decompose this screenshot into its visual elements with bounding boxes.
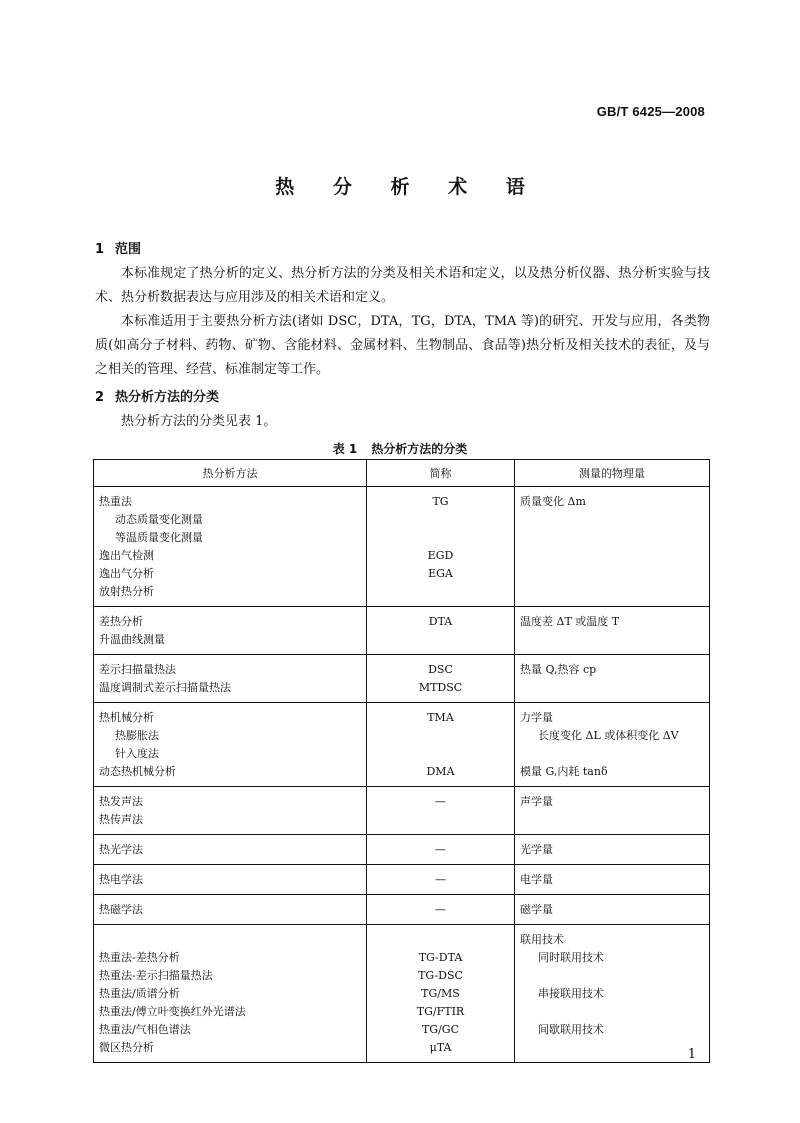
quantity-cell: [515, 865, 710, 895]
section-title: 范围: [115, 242, 142, 257]
section-1-paragraph-1: 本标准规定了热分析的定义、热分析方法的分类及相关术语和定义，以及热分析仪器、热分析实验与技术、热分析数据表达与应用涉及的相关术语和定义。: [95, 266, 710, 305]
abbreviation-text: [372, 511, 509, 529]
table-title: 热分析方法的分类: [371, 442, 468, 456]
abbreviation-cell: [367, 835, 515, 865]
quantity-text: [520, 745, 704, 763]
standard-number: GB/T 6425—2008: [596, 104, 705, 119]
abbreviation-text: TG/GC: [421, 1023, 460, 1036]
section-number: 2: [95, 390, 105, 405]
abbreviation-text: —: [435, 873, 446, 886]
table-number: 表 1: [332, 442, 358, 456]
quantity-text: 电学量: [520, 873, 553, 886]
quantity-cell: [515, 787, 710, 835]
table-group-row: [94, 607, 710, 655]
quantity-text: 热量 Q,热容 cp: [520, 663, 597, 676]
abbreviation-cell: [367, 895, 515, 925]
quantity-text: [520, 511, 704, 529]
quantity-text: [520, 1003, 704, 1021]
quantity-text: [520, 565, 704, 583]
method-cell: [94, 487, 367, 607]
method-cell: [94, 787, 367, 835]
quantity-cell: [515, 487, 710, 607]
section-2-paragraph: 热分析方法的分类见表 1。: [121, 414, 277, 429]
section-1-paragraph-2: 本标准适用于主要热分析方法(诸如 DSC，DTA，TG，DTA，TMA 等)的研究、开发与应用，各类物质(如高分子材料、药物、矿物、含能材料、金属材料、生物制品、食品等)热分析及相关技术的表征，及与之相关的管理、经营、标准制定等工作。: [95, 314, 710, 377]
method-text: 动态热机械分析: [99, 765, 176, 778]
section-2-heading: [95, 386, 219, 405]
abbreviation-text: TG/MS: [421, 987, 460, 1000]
quantity-text: 联用技术: [520, 933, 564, 946]
quantity-text: [520, 811, 704, 829]
quantity-text: [520, 529, 704, 547]
method-cell: [94, 925, 367, 1063]
table-group-row: [94, 487, 710, 607]
method-text: 放射热分析: [99, 585, 154, 598]
quantity-text: 光学量: [520, 843, 553, 856]
quantity-text: [520, 631, 704, 649]
section-number: 1: [95, 242, 105, 257]
quantity-text: 力学量: [520, 711, 553, 724]
quantity-text: 同时联用技术: [538, 951, 604, 964]
method-text: 针入度法: [115, 747, 159, 760]
quantity-cell: [515, 895, 710, 925]
header-physical-quantity: 测量的物理量: [515, 460, 710, 487]
table-caption: [0, 440, 800, 457]
method-text: 动态质量变化测量: [115, 513, 203, 526]
table-group-row: [94, 895, 710, 925]
section-title: 热分析方法的分类: [115, 390, 220, 405]
abbreviation-text: MTDSC: [418, 681, 463, 694]
quantity-text: [520, 547, 704, 565]
abbreviation-text: —: [435, 843, 446, 856]
method-cell: [94, 835, 367, 865]
quantity-text: 长度变化 ΔL 或体积变化 ΔV: [538, 729, 679, 742]
quantity-text: 温度差 ΔT 或温度 T: [520, 615, 620, 628]
section-1-heading: [95, 238, 141, 257]
abbreviation-text: —: [435, 903, 446, 916]
method-text: 热发声法: [99, 795, 143, 808]
method-text: 热传声法: [99, 813, 143, 826]
abbreviation-text: DMA: [426, 765, 455, 778]
method-text: 温度调制式差示扫描量热法: [99, 681, 231, 694]
table-body: [94, 487, 710, 1063]
method-cell: [94, 895, 367, 925]
quantity-text: 质量变化 Δm: [520, 495, 586, 508]
abbreviation-text: [372, 811, 509, 829]
table-group-row: [94, 703, 710, 787]
quantity-text: [520, 679, 704, 697]
abbreviation-text: —: [435, 795, 446, 808]
method-cell: [94, 607, 367, 655]
abbreviation-text: [372, 745, 509, 763]
quantity-text: [520, 1039, 704, 1057]
abbreviation-cell: [367, 487, 515, 607]
method-cell: [94, 865, 367, 895]
method-text: 热磁学法: [99, 903, 143, 916]
method-text: 等温质量变化测量: [115, 531, 203, 544]
method-text: 热重法/质谱分析: [99, 987, 180, 1000]
quantity-cell: [515, 607, 710, 655]
method-text: 逸出气检测: [99, 549, 154, 562]
table-group-row: [94, 655, 710, 703]
table-group-row: [94, 835, 710, 865]
method-text: 热重法: [99, 495, 132, 508]
abbreviation-text: TG-DSC: [418, 969, 463, 982]
table-group-row: [94, 925, 710, 1063]
method-text: 热重法/傅立叶变换红外光谱法: [99, 1005, 246, 1018]
quantity-text: [520, 583, 704, 601]
abbreviation-text: TG/FTIR: [416, 1005, 465, 1018]
abbreviation-text: DTA: [428, 615, 453, 628]
abbreviation-cell: [367, 787, 515, 835]
header-method: 热分析方法: [94, 460, 367, 487]
method-cell: [94, 655, 367, 703]
method-text: 热重法/气相色谱法: [99, 1023, 191, 1036]
method-text: 逸出气分析: [99, 567, 154, 580]
method-text: 热重法-差示扫描量热法: [99, 969, 213, 982]
method-text: 升温曲线测量: [99, 633, 165, 646]
method-cell: [94, 703, 367, 787]
abbreviation-text: EGD: [427, 549, 454, 562]
document-title: 热 分 析 术 语: [275, 176, 541, 198]
abbreviation-text: [372, 631, 509, 649]
classification-table: [93, 459, 710, 1063]
abbreviation-cell: [367, 703, 515, 787]
quantity-cell: [515, 703, 710, 787]
method-text: 热机械分析: [99, 711, 154, 724]
method-text: [99, 931, 361, 949]
abbreviation-text: [372, 931, 509, 949]
abbreviation-text: TMA: [427, 711, 454, 724]
quantity-text: 间歇联用技术: [538, 1023, 604, 1036]
method-text: 微区热分析: [99, 1041, 154, 1054]
quantity-text: 声学量: [520, 795, 553, 808]
abbreviation-cell: [367, 865, 515, 895]
method-text: 热重法-差热分析: [99, 951, 180, 964]
abbreviation-text: [372, 529, 509, 547]
abbreviation-cell: [367, 655, 515, 703]
abbreviation-text: TG: [432, 495, 449, 508]
method-text: 差示扫描量热法: [99, 663, 176, 676]
abbreviation-text: TG-DTA: [418, 951, 463, 964]
method-text: 热膨胀法: [115, 729, 159, 742]
method-text: 热电学法: [99, 873, 143, 886]
abbreviation-text: EGA: [428, 567, 453, 580]
table-group-row: [94, 865, 710, 895]
quantity-cell: [515, 925, 710, 1063]
table-header-row: [94, 460, 710, 487]
page-number: 1: [687, 1047, 696, 1062]
abbreviation-text: μTA: [429, 1041, 452, 1054]
table-group-row: [94, 787, 710, 835]
quantity-text: 磁学量: [520, 903, 553, 916]
abbreviation-text: DSC: [428, 663, 453, 676]
abbreviation-text: [372, 727, 509, 745]
method-text: 热光学法: [99, 843, 143, 856]
quantity-text: [520, 967, 704, 985]
abbreviation-cell: [367, 607, 515, 655]
method-text: 差热分析: [99, 615, 143, 628]
abbreviation-cell: [367, 925, 515, 1063]
abbreviation-text: [372, 583, 509, 601]
quantity-cell: [515, 835, 710, 865]
header-abbreviation: 简称: [367, 460, 515, 487]
quantity-cell: [515, 655, 710, 703]
quantity-text: 串接联用技术: [538, 987, 604, 1000]
quantity-text: 模量 G,内耗 tanδ: [520, 765, 608, 778]
